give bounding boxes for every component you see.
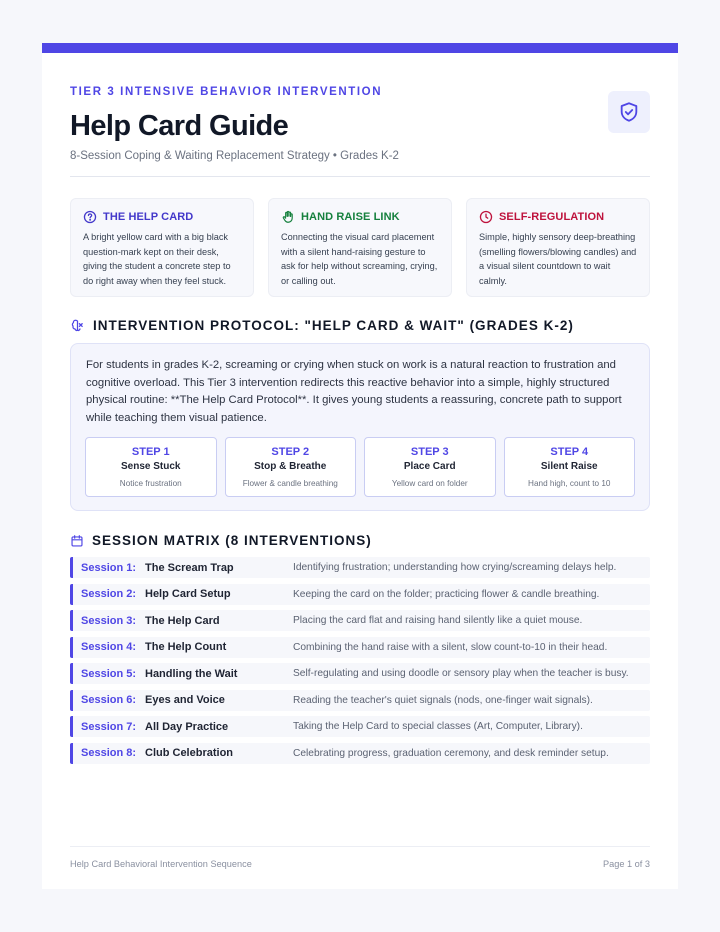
step-card — [364, 437, 496, 497]
step-number: STEP 1 — [131, 446, 170, 458]
page-number: Page 1 of 3 — [603, 859, 650, 869]
clock-icon — [479, 210, 493, 224]
session-title: The Help Count — [145, 641, 227, 653]
feature-cards — [70, 198, 650, 297]
feature-body: Connecting the visual card placement with a silent hand-raising gesture to ask for help without screaming, crying, or calling out. — [281, 232, 438, 286]
session-title: Help Card Setup — [145, 588, 231, 600]
step-note: Hand high, count to 10 — [528, 479, 611, 488]
step-name: Place Card — [403, 461, 456, 472]
session-description: Identifying frustration; understanding how crying/screaming delays help. — [293, 562, 617, 573]
session-description: Placing the card flat and raising hand silently like a quiet mouse. — [293, 615, 583, 626]
step-name: Stop & Breathe — [254, 461, 327, 472]
protocol-panel — [70, 343, 650, 511]
session-number: Session 3: — [81, 614, 137, 627]
protocol-heading-text: INTERVENTION PROTOCOL: "HELP CARD & WAIT" (GRADES K-2) — [93, 318, 574, 333]
shield-check-icon — [618, 101, 640, 123]
session-row — [70, 637, 650, 658]
session-description: Reading the teacher's quiet signals (nods, one-finger wait signals). — [293, 694, 593, 706]
brain-icon — [70, 318, 85, 333]
feature-card-hand-raise — [268, 198, 452, 297]
step-name: Sense Stuck — [121, 461, 181, 472]
step-note: Yellow card on folder — [391, 479, 468, 488]
header-divider — [70, 176, 650, 177]
page-subtitle: 8-Session Coping & Waiting Replacement Strategy • Grades K-2 — [70, 150, 399, 162]
session-row — [70, 716, 650, 737]
session-row — [70, 610, 650, 631]
feature-title: THE HELP CARD — [103, 211, 194, 223]
session-row — [70, 663, 650, 684]
session-title: The Scream Trap — [145, 561, 234, 574]
session-description: Self-regulating and using doodle or sensory play when the teacher is busy. — [293, 668, 629, 679]
session-description: Taking the Help Card to special classes (Art, Computer, Library). — [293, 721, 583, 732]
session-heading — [70, 533, 372, 548]
calendar-icon — [70, 534, 84, 548]
feature-card-self-regulation — [466, 198, 650, 297]
session-number: Session 2: — [81, 588, 137, 600]
question-circle-icon — [83, 210, 97, 224]
step-card — [85, 437, 217, 497]
page-title: Help Card Guide — [70, 110, 289, 142]
session-description: Keeping the card on the folder; practicing flower & candle breathing. — [293, 588, 600, 600]
session-number: Session 4: — [81, 641, 137, 653]
session-description: Combining the hand raise with a silent, slow count-to-10 in their head. — [293, 641, 608, 653]
session-title: Handling the Wait — [145, 667, 238, 680]
session-row — [70, 584, 650, 605]
step-card — [225, 437, 357, 497]
feature-title: SELF-REGULATION — [499, 211, 605, 223]
session-row — [70, 743, 650, 764]
session-number: Session 5: — [81, 667, 137, 680]
session-number: Session 8: — [81, 747, 137, 759]
session-title: The Help Card — [145, 614, 220, 627]
step-card — [504, 437, 636, 497]
feature-card-help-card — [70, 198, 254, 297]
protocol-heading — [70, 318, 574, 333]
session-row — [70, 557, 650, 578]
hand-icon — [281, 210, 295, 224]
session-description: Celebrating progress, graduation ceremony, and desk reminder setup. — [293, 747, 609, 759]
protocol-text: For students in grades K-2, screaming or crying when stuck on work is a natural reaction to frustration and cognitive overload. This Tier 3 intervention redirects this reactive behavior into a simple, highly structured physical routine: **The Help Card Protocol**. It gives young students a reassuring, concrete path to support while teaching them visual patience. — [86, 359, 622, 424]
session-title: All Day Practice — [145, 720, 229, 733]
feature-title: HAND RAISE LINK — [301, 211, 400, 223]
session-row — [70, 690, 650, 711]
step-note: Flower & candle breathing — [242, 479, 338, 488]
step-note: Notice frustration — [119, 479, 182, 488]
footer-divider — [70, 846, 650, 847]
session-number: Session 6: — [81, 694, 137, 706]
shield-badge — [608, 91, 650, 133]
feature-body: A bright yellow card with a big black question-mark kept on their desk, giving the student a concrete step to do right away when they feel stuck. — [83, 232, 231, 286]
session-matrix — [70, 557, 650, 769]
session-title: Eyes and Voice — [145, 694, 225, 706]
session-number: Session 1: — [81, 561, 137, 574]
step-number: STEP 4 — [550, 446, 589, 458]
feature-body: Simple, highly sensory deep-breathing (smelling flowers/blowing candles) and a visual silent countdown to wait calmly. — [479, 232, 637, 286]
eyebrow: TIER 3 INTENSIVE BEHAVIOR INTERVENTION — [70, 86, 383, 98]
session-number: Session 7: — [81, 720, 137, 733]
step-name: Silent Raise — [540, 461, 598, 472]
step-number: STEP 3 — [410, 446, 449, 458]
footer-title: Help Card Behavioral Intervention Sequence — [70, 859, 252, 869]
step-number: STEP 2 — [271, 446, 310, 458]
session-heading-text: SESSION MATRIX (8 INTERVENTIONS) — [92, 533, 372, 548]
protocol-steps — [85, 437, 635, 497]
document-page — [42, 43, 678, 889]
session-title: Club Celebration — [145, 747, 234, 759]
